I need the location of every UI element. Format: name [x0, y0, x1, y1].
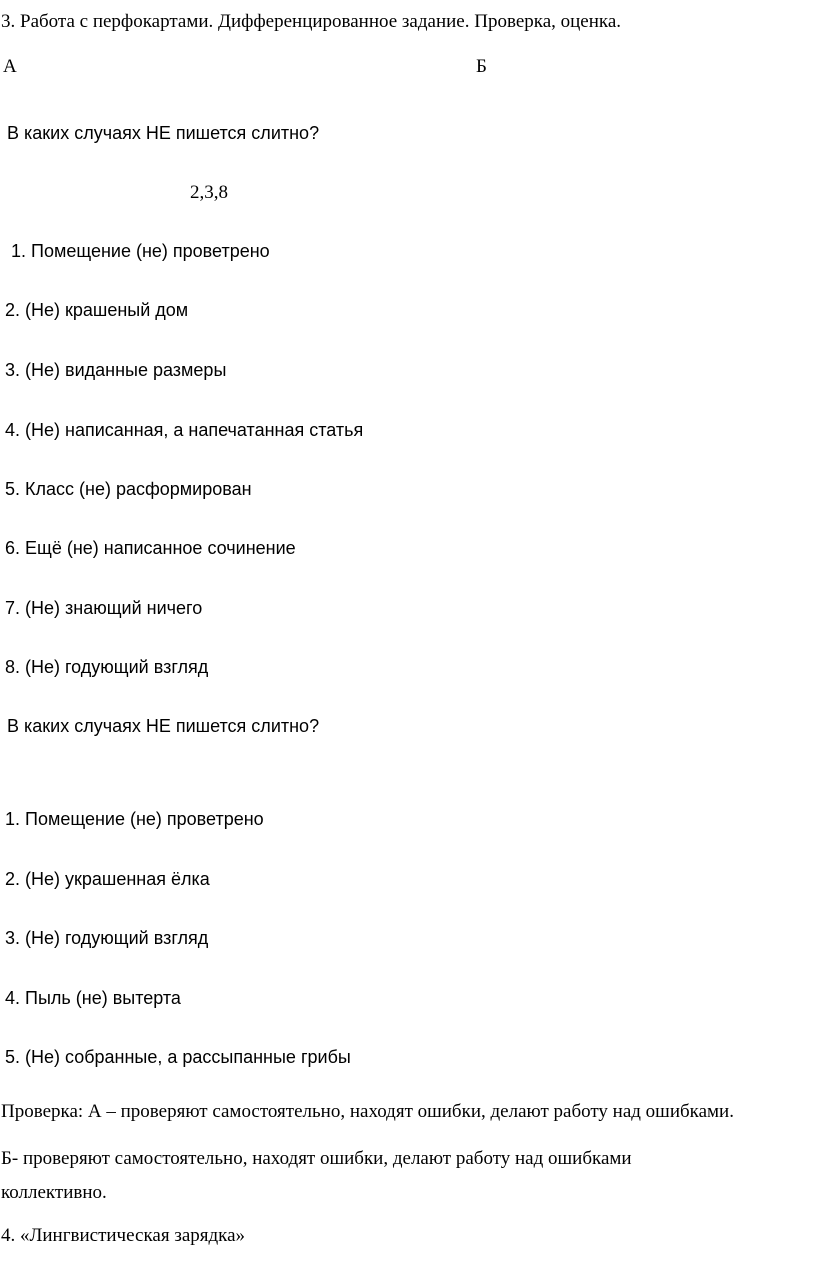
card-b-item: 4. Пыль (не) вытерта [5, 988, 181, 1008]
check-line-b-continued: коллективно. [1, 1182, 107, 1203]
card-b-item: 5. (Не) собранные, а рассыпанные грибы [5, 1047, 351, 1067]
card-a-item: 8. (Не) годующий взгляд [5, 657, 209, 677]
card-b-item: 3. (Не) годующий взгляд [5, 928, 209, 948]
card-a-item: 5. Класс (не) расформирован [5, 479, 252, 499]
column-label-b: Б [476, 56, 487, 77]
card-a-item: 7. (Не) знающий ничего [5, 598, 203, 618]
card-b-item: 2. (Не) украшенная ёлка [5, 869, 210, 889]
card-b-item: 1. Помещение (не) проветрено [5, 809, 264, 829]
column-label-a: А [3, 56, 17, 77]
check-line-b: Б- проверяют самостоятельно, находят ошибки, делают работу над ошибками [1, 1148, 632, 1169]
section-title: 3. Работа с перфокартами. Дифференцированное задание. Проверка, оценка. [1, 11, 622, 32]
card-a-item: 2. (Не) крашеный дом [5, 300, 189, 320]
card-a-item: 4. (Не) написанная, а напечатанная статья [5, 420, 364, 440]
card-a-item: 1. Помещение (не) проветрено [11, 241, 270, 261]
card-b-question: В каких случаях НЕ пишется слитно? [7, 716, 320, 736]
card-a-item: 6. Ещё (не) написанное сочинение [5, 538, 296, 558]
check-line-a: Проверка: А – проверяют самостоятельно, находят ошибки, делают работу над ошибками. [1, 1101, 734, 1122]
next-section-title: 4. «Лингвистическая зарядка» [1, 1225, 246, 1246]
card-a-question: В каких случаях НЕ пишется слитно? [7, 123, 320, 143]
card-a-item: 3. (Не) виданные размеры [5, 360, 227, 380]
card-a-answer: 2,3,8 [190, 182, 228, 203]
